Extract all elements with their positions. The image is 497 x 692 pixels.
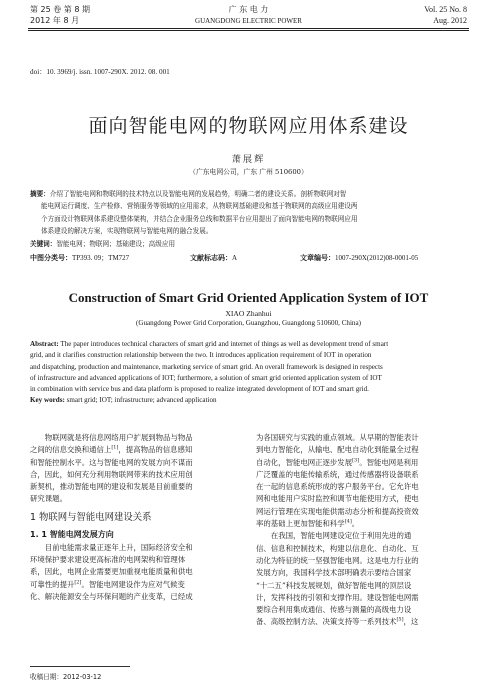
received-date: 收稿日期：2012-03-12 [30,673,102,681]
title-cn: 面向智能电网的物联网应用体系建设 [88,115,409,137]
right-column [256,432,457,629]
header-journal-cn: 广 东 电 力 [228,5,269,14]
doc-code-value: A [232,254,238,262]
citation-ref: [1] [111,444,119,451]
article-number-label: 文章编号： [300,254,335,262]
header-volume-issue-en: Vol. 25 No. 8 [424,5,467,14]
body-line: 化、解决能源安全与环保问题的产业变革，已经成 [30,591,193,601]
body-line-with-ref [256,457,457,469]
clc-value: TP393. 09；TM727 [72,254,130,262]
body-line: 网运行管理在实现电能供需动态分析和提高投资效 [256,506,419,516]
abstract-en-line: grid, and it clarifies construction relationship between the two. It introduces application requirement of IOT in operation [30,351,372,360]
citation-ref: [5] [396,616,404,623]
affiliation-en: (Guangdong Power Grid Corporation, Guangzhou, Guangdong 510600, China) [136,319,361,327]
body-text: ，这 [403,617,419,627]
abstract-en-line: in combination with service bus and data platform is proposed to realize integrated development of IOT and smart grid. [30,385,369,394]
citation-ref: [3] [352,457,360,464]
body-line: 为各国研究与实践的重点领域。从早期的智能表计 [256,433,419,442]
classification-line [30,253,129,263]
citation-ref: [2] [74,579,82,586]
author-cn: 萧展辉 [231,154,266,165]
body-text: 。智能电网是利用 [359,457,419,467]
body-line: 要综合利用集成通信、传感与测量的高级电力设 [256,605,412,615]
subsection-1-1-heading: 1. 1 智能电网发展方向 [30,529,114,539]
header-rule-thin [28,30,469,31]
intro-text: 之间的信息交换和通信上 [30,445,112,455]
body-line: 环境保护要求建设更高标准的电网架构和管理体 [30,555,186,565]
clc-label: 中图分类号： [30,254,72,262]
abstract-en [30,339,388,407]
intro-text: ，提高物品的信息感知 [118,445,193,455]
left-column [30,432,231,603]
header-journal-en: GUANGDONG ELECTRIC POWER [195,17,302,25]
body-text: 率的基础上更加智能和科学 [256,519,345,529]
abstract-cn-label: 摘要： [30,190,50,198]
body-line-with-ref [256,616,457,628]
body-line: 系，因此，电网企业需要更加重视电能质量和供电 [30,567,193,577]
keywords-cn-label: 关键词： [30,239,57,248]
abstract-cn-line: 个方面设计物联网体系建设整体架构，并结合企业服务总线和数据平台应用提出了面向智能电网的物联网应用 [41,214,358,223]
abstract-cn-line: 介绍了智能电网和物联网的技术特点以及智能电网的发展趋势，明确二者的建设关系。剖析物联网对智 [49,190,347,198]
article-number-value: 1007-290X(2012)08-0001-05 [335,254,419,262]
title-en: Construction of Smart Grid Oriented Application System of IOT [68,290,429,305]
doc-code-label: 文献标志码： [190,254,232,262]
abstract-en-line: and dispatching, production and maintenance, marketing service of smart grid. An overall framework is designed in respects [30,362,383,371]
body-line: 动化为特征的统一坚强智能电网。这是电力行业的 [256,555,419,565]
body-line: 信、信息和控制技术，构建以信息化、自动化、互 [256,543,419,553]
header-volume-issue: 第 25 卷 第 8 期 [30,5,90,14]
intro-line: 研究课题。 [30,494,67,504]
keywords-cn: 智能电网；物联网；基础建设；高级应用 [56,239,176,248]
keywords-en-label: Key words: [30,396,65,405]
intro-line: 和智能控制水平。这与智能电网的发展方向不谋而 [30,457,193,467]
body-line: 目前电能需求量正逐年上升，国际经济安全和 [44,542,193,552]
keywords-en: smart grid; IOT; infrastructure; advanced application [64,396,217,405]
body-line: 计，发挥科技的引领和支撑作用。建设智能电网需 [256,592,419,602]
article-number [300,253,418,263]
section-1-heading: 1 物联网与智能电网建设关系 [30,511,152,523]
doi: doi：10. 3969/j. issn. 1007-290X. 2012. 08. 001 [30,68,170,76]
body-line: 发展方向，我国科学技术部明确表示要结合国家 [256,568,412,578]
body-line: 在我国，智能电网建设定位于利用先进的通 [270,531,412,541]
body-line-with-ref [256,518,457,530]
intro-line: 新契机，推动智能电网的建设和发展是目前重要的 [30,482,193,492]
affiliation-cn: （广东电网公司，广东 广州 510600） [189,168,308,176]
abstract-cn-line: 体系建设的解决方案，实现物联网与智能电网的融合发展。 [41,227,213,236]
abstract-en-label: Abstract: [30,340,59,348]
author-en: XIAO Zhanhui [225,309,272,318]
body-line: 网和电能用户实时监控和调节电能使用方式，使电 [256,494,419,504]
header-date-cn: 2012 年 8 月 [30,16,80,25]
body-text: 备、高级控制方法、决策支持等一系列技术 [256,617,397,627]
footnote-rule [30,666,130,667]
abstract-en-line: The paper introduces technical characters of smart grid and internet of things as well as development trend of smart [58,340,389,348]
abstract-cn [30,188,358,250]
body-text: 。 [351,519,360,529]
citation-ref: [4] [344,518,352,525]
header-rule [28,28,469,29]
intro-line: 物联网就是将信息网络用户扩展到物品与物品 [44,433,193,442]
header-date-en: Aug. 2012 [433,16,467,25]
body-line-with-ref [30,579,231,591]
abstract-cn-line: 能电网运行调度、生产检修、营销服务等领域的应用需求，从物联网基础建设和基于物联网的高级应用建设两 [41,202,358,211]
body-line: 在一起的信息系统形成的客户服务平台。它允许电 [256,482,419,492]
body-text: 可靠性的提升 [30,579,75,589]
doc-code [190,253,237,263]
body-line: 广泛覆盖的电能传输系统，通过传感器将设备联系 [256,469,419,479]
intro-line: 合，因此，如何充分利用物联网带来的技术应用创 [30,469,193,479]
body-text: 。智能电网建设作为应对气候变 [81,579,185,589]
body-line: 到电力智能化，从输电、配电自动化到能量全过程 [256,445,419,455]
intro-line-with-ref [30,444,231,456]
abstract-en-line: of infrastructure and advanced applications of IOT; furthermore, a solution of smart grid oriented application system of IOT [30,373,382,382]
body-line: “十二五”科技发展规划，做好智能电网的顶层设 [256,580,412,590]
body-text: 自动化，智能电网正逐步发展 [256,457,353,467]
